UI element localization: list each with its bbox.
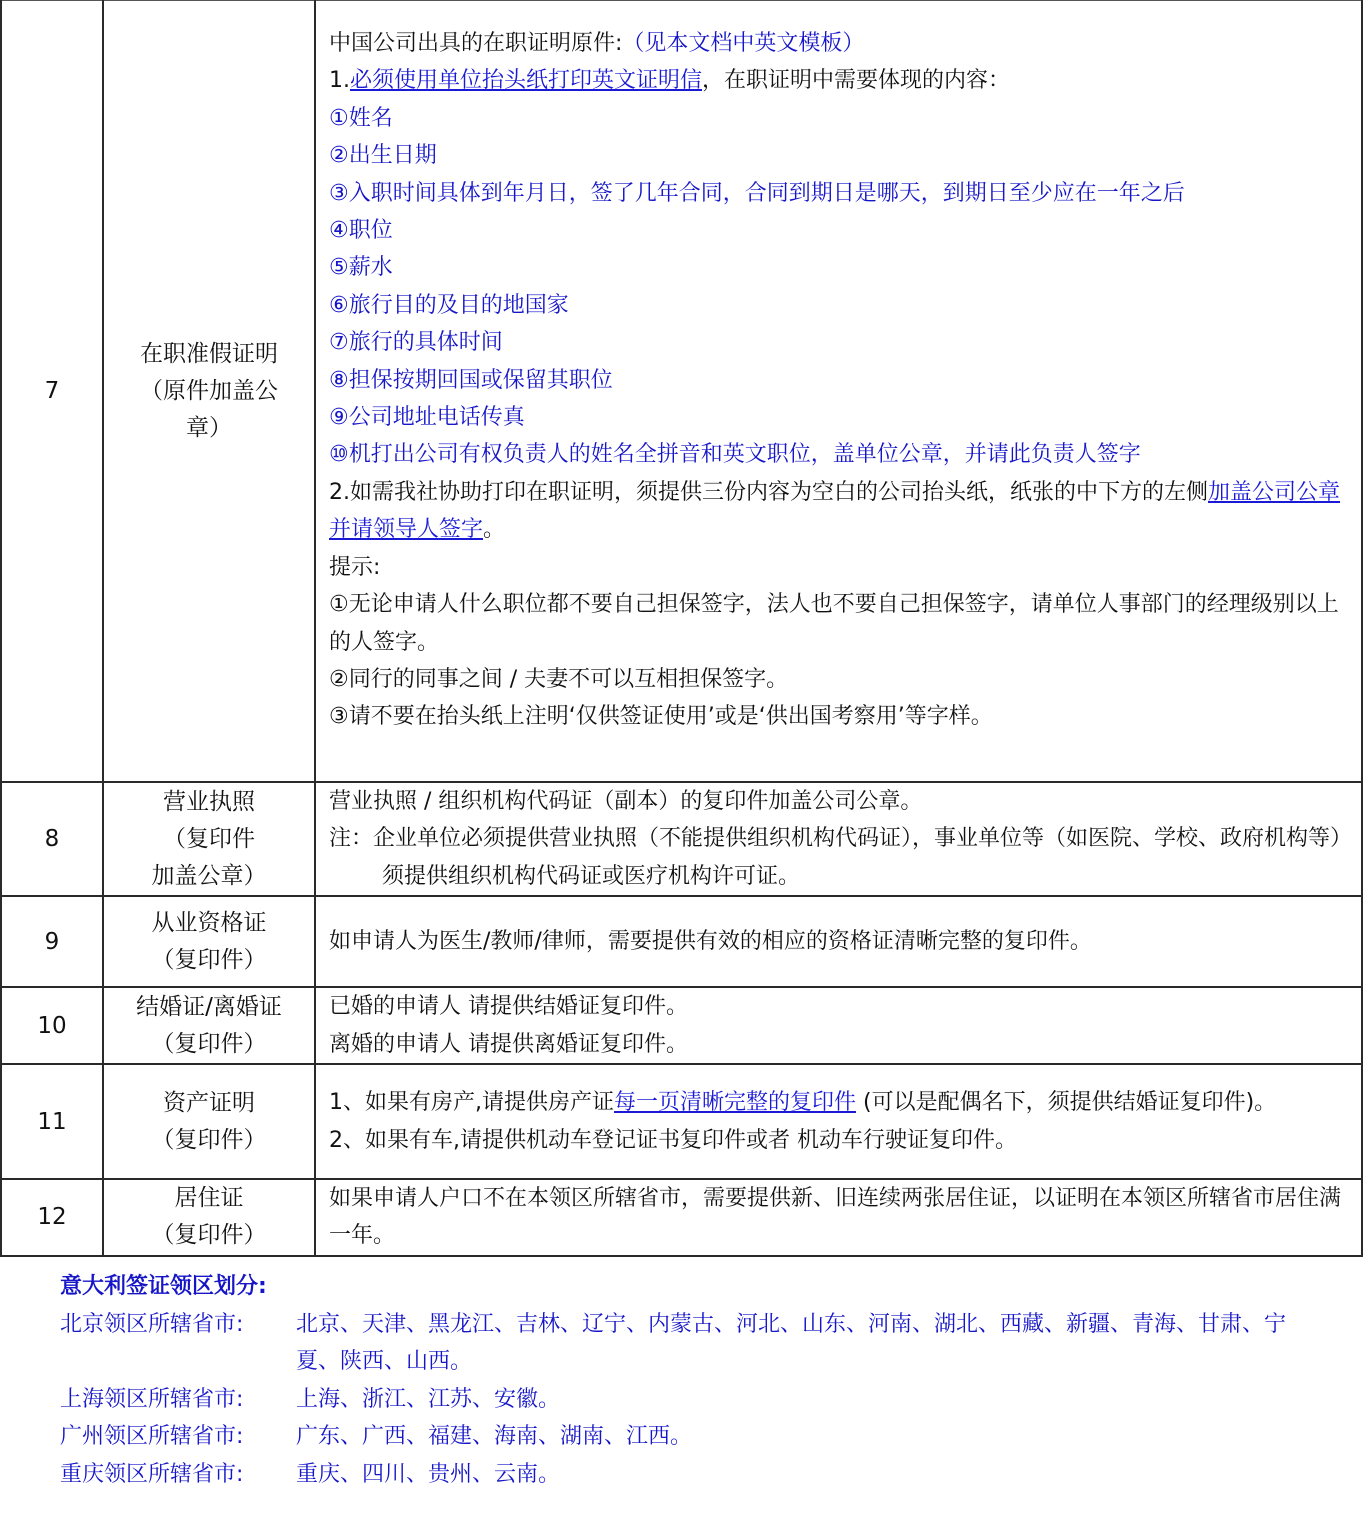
district-label: 上海领区所辖省市: (60, 1386, 244, 1412)
document-name-line: 结婚证/离婚证 (136, 993, 282, 1020)
description-line: 营业执照 / 组织机构代码证（副本）的复印件加盖公司公章。 (329, 789, 923, 814)
district-shanghai (60, 1381, 1296, 1419)
content-point: ⑦旅行的具体时间 (329, 330, 503, 356)
district-provinces: 北京、天津、黑龙江、吉林、辽宁、内蒙古、河北、山东、河南、湖北、西藏、新疆、青海、甘肃、宁夏、陕西、山西。 (296, 1311, 1287, 1374)
document-description (315, 1179, 1362, 1256)
table-row (1, 896, 1362, 987)
document-name-line: （复印件） (151, 946, 267, 973)
consular-districts (60, 1268, 1296, 1493)
item-suffix: (可以是配偶名下，须提供结婚证复印件)。 (856, 1090, 1277, 1116)
requirement-item-1 (329, 62, 1353, 99)
document-description (315, 1064, 1362, 1179)
document-name-line: 从业资格证 (151, 909, 267, 936)
document-name-line: （复印件） (151, 1126, 267, 1153)
table-row (1, 1179, 1362, 1256)
document-name-line: （复印件） (151, 1222, 267, 1249)
content-point: ②出生日期 (329, 143, 437, 169)
document-name (103, 1, 315, 783)
district-chongqing (60, 1456, 1296, 1494)
table-row (1, 1064, 1362, 1179)
intro-text: 中国公司出具的在职证明原件: (329, 31, 623, 56)
district-provinces: 重庆、四川、贵州、云南。 (296, 1461, 561, 1487)
property-copy-link[interactable]: 每一页清晰完整的复印件 (614, 1090, 857, 1116)
document-name (103, 896, 315, 987)
item-prefix: 1、如果有房产,请提供房产证 (329, 1090, 614, 1116)
row-number: 11 (1, 1064, 103, 1179)
document-name-line: 营业执照 (163, 788, 255, 815)
document-description (315, 896, 1362, 987)
table-row (1, 782, 1362, 896)
document-name (103, 987, 315, 1064)
document-name-line: 在职准假证明 (140, 340, 278, 367)
document-name-line: （复印件 (163, 825, 255, 852)
row-number: 9 (1, 896, 103, 987)
document-name-line: 加盖公章） (151, 862, 267, 889)
document-name-line: （复印件） (151, 1030, 267, 1057)
letterhead-link[interactable]: 必须使用单位抬头纸打印英文证明信 (350, 68, 703, 94)
document-name (103, 1179, 315, 1256)
district-label: 北京领区所辖省市: (60, 1311, 244, 1337)
document-description (315, 782, 1362, 896)
district-provinces: 上海、浙江、江苏、安徽。 (296, 1386, 561, 1412)
tip-item: ③请不要在抬头纸上注明‘仅供签证使用’或是‘供出国考察用’等字样。 (329, 704, 993, 730)
content-point: ⑥旅行目的及目的地国家 (329, 292, 569, 318)
table-row (1, 1, 1362, 783)
district-label: 重庆领区所辖省市: (60, 1461, 244, 1487)
document-name-line: 资产证明 (163, 1089, 255, 1116)
document-name-line: 居住证 (174, 1185, 244, 1212)
district-label: 广州领区所辖省市: (60, 1424, 244, 1449)
district-provinces: 广东、广西、福建、海南、湖南、江西。 (296, 1424, 693, 1449)
template-note: （见本文档中英文模板） (622, 31, 865, 56)
description-line: 如申请人为医生/教师/律师，需要提供有效的相应的资格证清晰完整的复印件。 (329, 929, 1092, 955)
item2-end: 。 (483, 517, 506, 543)
document-description (315, 987, 1362, 1064)
item-suffix: ，在职证明中需要体现的内容： (702, 68, 1011, 94)
content-point: ⑩机打出公司有权负责人的姓名全拼音和英文职位，盖单位公章，并请此负责人签字 (329, 442, 1141, 468)
content-point: ①姓名 (329, 105, 393, 131)
row-number: 7 (1, 1, 103, 783)
description-line: 如果申请人户口不在本领区所辖省市，需要提供新、旧连续两张居住证，以证明在本领区所辖省市居住满一年。 (329, 1186, 1342, 1249)
description-note: 注：企业单位必须提供营业执照（不能提供组织机构代码证），事业单位等（如医院、学校、政府机构等）须提供组织机构代码证或医疗机构许可证。 (329, 826, 1353, 889)
property-item (329, 1084, 1353, 1121)
consular-districts-title: 意大利签证领区划分: (60, 1274, 267, 1299)
row-number: 10 (1, 987, 103, 1064)
document-name-line: 章） (186, 414, 232, 441)
description-line: 已婚的申请人 请提供结婚证复印件。 (329, 994, 688, 1020)
item2-text: 2.如需我社协助打印在职证明，须提供三份内容为空白的公司抬头纸，纸张的中下方的左侧 (329, 479, 1208, 505)
description-line: 离婚的申请人 请提供离婚证复印件。 (329, 1031, 688, 1057)
content-point: ⑤薪水 (329, 255, 393, 281)
tips-label: 提示: (329, 554, 381, 580)
content-point: ⑧担保按期回国或保留其职位 (329, 367, 613, 393)
vehicle-item: 2、如果有车,请提供机动车登记证书复印件或者 机动车行驶证复印件。 (329, 1127, 1017, 1153)
district-guangzhou (60, 1418, 1296, 1456)
document-name (103, 782, 315, 896)
seal-signature-link[interactable]: 加盖公司公章并请领导人签字 (329, 479, 1341, 543)
content-point: ⑨公司地址电话传真 (329, 405, 525, 431)
document-description (315, 1, 1362, 783)
content-point: ③入职时间具体到年月日，签了几年合同，合同到期日是哪天，到期日至少应在一年之后 (329, 180, 1185, 206)
tip-item: ②同行的同事之间 / 夫妻不可以互相担保签字。 (329, 666, 789, 692)
content-point: ④职位 (329, 218, 393, 244)
row-number: 8 (1, 782, 103, 896)
item-prefix: 1. (329, 68, 350, 94)
table-row (1, 987, 1362, 1064)
row-number: 12 (1, 1179, 103, 1256)
requirement-item-2 (329, 474, 1353, 549)
intro-line (329, 25, 1353, 62)
tip-item: ①无论申请人什么职位都不要自己担保签字，法人也不要自己担保签字，请单位人事部门的经理级别以上的人签字。 (329, 592, 1339, 655)
document-name (103, 1064, 315, 1179)
document-name-line: （原件加盖公 (140, 377, 278, 404)
district-beijing (60, 1306, 1296, 1381)
